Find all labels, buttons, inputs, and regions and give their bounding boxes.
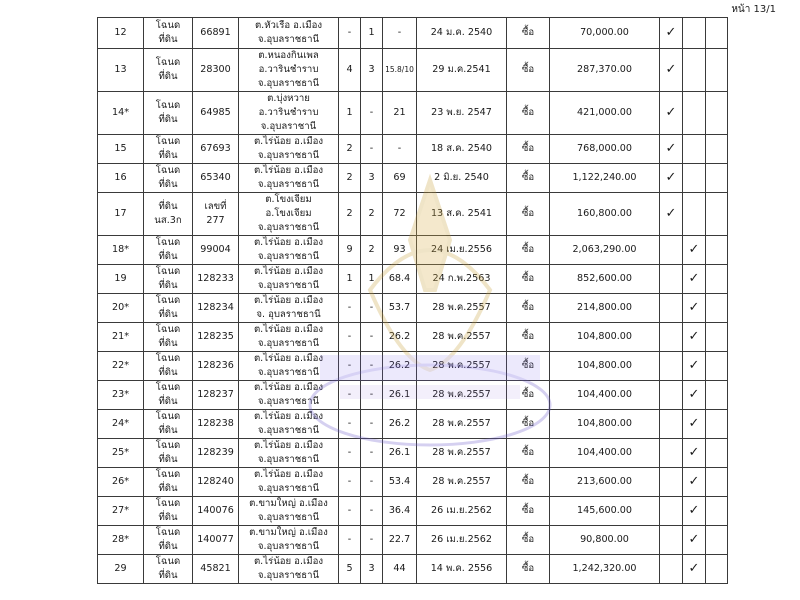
area-ngan-cell: 3 xyxy=(361,555,383,584)
empty-col xyxy=(706,193,728,236)
area-rai-cell: - xyxy=(339,352,361,381)
check-col-2 xyxy=(683,135,706,164)
area-ngan-cell: 1 xyxy=(361,265,383,294)
area-wa-cell: 36.4 xyxy=(383,497,417,526)
acquired-date-cell: 26 เม.ย.2562 xyxy=(417,497,507,526)
area-wa-cell: 21 xyxy=(383,92,417,135)
empty-col xyxy=(706,497,728,526)
deed-number-cell: 67693 xyxy=(193,135,239,164)
row-number-cell: 20* xyxy=(98,294,144,323)
area-rai-cell: 9 xyxy=(339,236,361,265)
check-col-1 xyxy=(660,526,683,555)
document-type-cell: โฉนด ที่ดิน xyxy=(144,135,193,164)
area-ngan-cell: - xyxy=(361,92,383,135)
deed-number-cell: 128234 xyxy=(193,294,239,323)
price-cell: 70,000.00 xyxy=(550,18,660,49)
document-type-cell: โฉนด ที่ดิน xyxy=(144,18,193,49)
acquisition-method-cell: ซื้อ xyxy=(507,381,550,410)
check-col-2 xyxy=(683,164,706,193)
empty-col xyxy=(706,294,728,323)
document-type-cell: โฉนด ที่ดิน xyxy=(144,352,193,381)
check-col-2 xyxy=(683,18,706,49)
area-ngan-cell: - xyxy=(361,323,383,352)
table-row xyxy=(98,555,728,584)
row-number-cell: 25* xyxy=(98,439,144,468)
check-col-2: ✓ xyxy=(683,555,706,584)
empty-col xyxy=(706,352,728,381)
location-cell: ต.หัวเรือ อ.เมือง จ.อุบลราชธานี xyxy=(239,18,339,49)
deed-number-cell: 140077 xyxy=(193,526,239,555)
area-rai-cell: 5 xyxy=(339,555,361,584)
area-rai-cell: - xyxy=(339,18,361,49)
acquired-date-cell: 13 ส.ค. 2541 xyxy=(417,193,507,236)
area-ngan-cell: - xyxy=(361,497,383,526)
land-asset-table xyxy=(97,17,728,584)
location-cell: ต.ไร่น้อย อ.เมือง จ.อุบลราชธานี xyxy=(239,555,339,584)
check-col-1 xyxy=(660,236,683,265)
location-cell: ต.ไร่น้อย อ.เมือง จ.อุบลราชธานี xyxy=(239,164,339,193)
area-wa-cell: 93 xyxy=(383,236,417,265)
table-row xyxy=(98,323,728,352)
area-wa-cell: 26.2 xyxy=(383,410,417,439)
area-rai-cell: - xyxy=(339,526,361,555)
acquisition-method-cell: ซื้อ xyxy=(507,352,550,381)
area-rai-cell: - xyxy=(339,294,361,323)
location-cell: ต.ไร่น้อย อ.เมือง จ.อุบลราชธานี xyxy=(239,381,339,410)
deed-number-cell: 65340 xyxy=(193,164,239,193)
area-rai-cell: - xyxy=(339,410,361,439)
acquisition-method-cell: ซื้อ xyxy=(507,193,550,236)
price-cell: 213,600.00 xyxy=(550,468,660,497)
row-number-cell: 17 xyxy=(98,193,144,236)
acquisition-method-cell: ซื้อ xyxy=(507,18,550,49)
row-number-cell: 12 xyxy=(98,18,144,49)
table-row xyxy=(98,410,728,439)
check-col-1: ✓ xyxy=(660,135,683,164)
price-cell: 1,122,240.00 xyxy=(550,164,660,193)
check-col-2: ✓ xyxy=(683,439,706,468)
area-rai-cell: 1 xyxy=(339,92,361,135)
table-row xyxy=(98,468,728,497)
area-rai-cell: - xyxy=(339,439,361,468)
price-cell: 852,600.00 xyxy=(550,265,660,294)
location-cell: ต.ไร่น้อย อ.เมือง จ.อุบลราชธานี xyxy=(239,135,339,164)
table-row xyxy=(98,49,728,92)
price-cell: 214,800.00 xyxy=(550,294,660,323)
area-wa-cell: 22.7 xyxy=(383,526,417,555)
acquired-date-cell: 24 ก.พ.2563 xyxy=(417,265,507,294)
document-type-cell: โฉนด ที่ดิน xyxy=(144,468,193,497)
acquisition-method-cell: ซื้อ xyxy=(507,236,550,265)
location-cell: ต.ขามใหญ่ อ.เมือง จ.อุบลราชธานี xyxy=(239,497,339,526)
location-cell: ต.ไร่น้อย อ.เมือง จ.อุบลราชธานี xyxy=(239,468,339,497)
check-col-1 xyxy=(660,381,683,410)
area-ngan-cell: 3 xyxy=(361,49,383,92)
area-wa-cell: 15.8/10 xyxy=(383,49,417,92)
check-col-1 xyxy=(660,323,683,352)
acquired-date-cell: 24 เม.ย.2556 xyxy=(417,236,507,265)
area-ngan-cell: 1 xyxy=(361,18,383,49)
row-number-cell: 13 xyxy=(98,49,144,92)
location-cell: ต.ไร่น้อย อ.เมือง จ.อุบลราชธานี xyxy=(239,352,339,381)
document-type-cell: โฉนด ที่ดิน xyxy=(144,497,193,526)
empty-col xyxy=(706,555,728,584)
document-type-cell: โฉนด ที่ดิน xyxy=(144,439,193,468)
price-cell: 160,800.00 xyxy=(550,193,660,236)
acquisition-method-cell: ซื้อ xyxy=(507,410,550,439)
row-number-cell: 23* xyxy=(98,381,144,410)
table-row xyxy=(98,135,728,164)
document-type-cell: ที่ดิน นส.3ก xyxy=(144,193,193,236)
area-wa-cell: 69 xyxy=(383,164,417,193)
area-rai-cell: 1 xyxy=(339,265,361,294)
check-col-2: ✓ xyxy=(683,410,706,439)
area-ngan-cell: - xyxy=(361,294,383,323)
check-col-2: ✓ xyxy=(683,381,706,410)
acquisition-method-cell: ซื้อ xyxy=(507,294,550,323)
area-ngan-cell: - xyxy=(361,352,383,381)
check-col-2: ✓ xyxy=(683,265,706,294)
area-rai-cell: - xyxy=(339,381,361,410)
acquisition-method-cell: ซื้อ xyxy=(507,323,550,352)
table-row xyxy=(98,193,728,236)
location-cell: ต.ไร่น้อย อ.เมือง จ.อุบลราชธานี xyxy=(239,323,339,352)
row-number-cell: 26* xyxy=(98,468,144,497)
check-col-2: ✓ xyxy=(683,526,706,555)
deed-number-cell: 128238 xyxy=(193,410,239,439)
row-number-cell: 27* xyxy=(98,497,144,526)
deed-number-cell: 128235 xyxy=(193,323,239,352)
price-cell: 768,000.00 xyxy=(550,135,660,164)
deed-number-cell: 45821 xyxy=(193,555,239,584)
row-number-cell: 29 xyxy=(98,555,144,584)
acquired-date-cell: 28 พ.ค.2557 xyxy=(417,294,507,323)
check-col-1 xyxy=(660,410,683,439)
area-ngan-cell: - xyxy=(361,468,383,497)
area-wa-cell: - xyxy=(383,135,417,164)
price-cell: 90,800.00 xyxy=(550,526,660,555)
acquired-date-cell: 28 พ.ค.2557 xyxy=(417,352,507,381)
document-type-cell: โฉนด ที่ดิน xyxy=(144,236,193,265)
area-ngan-cell: - xyxy=(361,135,383,164)
area-ngan-cell: - xyxy=(361,381,383,410)
acquired-date-cell: 26 เม.ย.2562 xyxy=(417,526,507,555)
check-col-1 xyxy=(660,497,683,526)
page-number: หน้า 13/1 xyxy=(731,4,776,15)
location-cell: ต.ขามใหญ่ อ.เมือง จ.อุบลราชธานี xyxy=(239,526,339,555)
location-cell: ต.ไร่น้อย อ.เมือง จ. อุบลราชธานี xyxy=(239,294,339,323)
acquisition-method-cell: ซื้อ xyxy=(507,49,550,92)
area-rai-cell: 2 xyxy=(339,135,361,164)
acquired-date-cell: 28 พ.ค.2557 xyxy=(417,468,507,497)
price-cell: 104,800.00 xyxy=(550,352,660,381)
table-row xyxy=(98,164,728,193)
check-col-1: ✓ xyxy=(660,49,683,92)
acquisition-method-cell: ซื้อ xyxy=(507,439,550,468)
document-type-cell: โฉนด ที่ดิน xyxy=(144,526,193,555)
price-cell: 104,400.00 xyxy=(550,439,660,468)
area-wa-cell: - xyxy=(383,18,417,49)
check-col-1: ✓ xyxy=(660,193,683,236)
deed-number-cell: 99004 xyxy=(193,236,239,265)
empty-col xyxy=(706,92,728,135)
document-type-cell: โฉนด ที่ดิน xyxy=(144,265,193,294)
document-type-cell: โฉนด ที่ดิน xyxy=(144,323,193,352)
check-col-1 xyxy=(660,265,683,294)
row-number-cell: 21* xyxy=(98,323,144,352)
row-number-cell: 16 xyxy=(98,164,144,193)
empty-col xyxy=(706,135,728,164)
table-row xyxy=(98,381,728,410)
acquisition-method-cell: ซื้อ xyxy=(507,135,550,164)
table-row xyxy=(98,294,728,323)
area-wa-cell: 72 xyxy=(383,193,417,236)
area-rai-cell: 2 xyxy=(339,164,361,193)
price-cell: 1,242,320.00 xyxy=(550,555,660,584)
check-col-2: ✓ xyxy=(683,497,706,526)
check-col-1 xyxy=(660,555,683,584)
acquisition-method-cell: ซื้อ xyxy=(507,92,550,135)
document-type-cell: โฉนด ที่ดิน xyxy=(144,49,193,92)
area-wa-cell: 44 xyxy=(383,555,417,584)
area-ngan-cell: - xyxy=(361,410,383,439)
location-cell: ต.ไร่น้อย อ.เมือง จ.อุบลราชธานี xyxy=(239,439,339,468)
deed-number-cell: 128239 xyxy=(193,439,239,468)
empty-col xyxy=(706,410,728,439)
location-cell: ต.ไร่น้อย อ.เมือง จ.อุบลราชธานี xyxy=(239,410,339,439)
location-cell: ต.หนองกินเพล อ.วารินชำราบ จ.อุบลราชธานี xyxy=(239,49,339,92)
empty-col xyxy=(706,265,728,294)
area-rai-cell: - xyxy=(339,323,361,352)
acquisition-method-cell: ซื้อ xyxy=(507,164,550,193)
check-col-1: ✓ xyxy=(660,164,683,193)
area-ngan-cell: 2 xyxy=(361,236,383,265)
check-col-2 xyxy=(683,92,706,135)
price-cell: 104,400.00 xyxy=(550,381,660,410)
empty-col xyxy=(706,381,728,410)
check-col-1 xyxy=(660,352,683,381)
acquired-date-cell: 23 พ.ย. 2547 xyxy=(417,92,507,135)
table-row xyxy=(98,497,728,526)
document-type-cell: โฉนด ที่ดิน xyxy=(144,555,193,584)
document-type-cell: โฉนด ที่ดิน xyxy=(144,164,193,193)
check-col-2: ✓ xyxy=(683,236,706,265)
check-col-2 xyxy=(683,193,706,236)
empty-col xyxy=(706,323,728,352)
area-wa-cell: 26.1 xyxy=(383,381,417,410)
acquisition-method-cell: ซื้อ xyxy=(507,497,550,526)
price-cell: 421,000.00 xyxy=(550,92,660,135)
row-number-cell: 24* xyxy=(98,410,144,439)
acquired-date-cell: 29 ม.ค.2541 xyxy=(417,49,507,92)
check-col-2: ✓ xyxy=(683,323,706,352)
table-row xyxy=(98,18,728,49)
empty-col xyxy=(706,164,728,193)
deed-number-cell: 128240 xyxy=(193,468,239,497)
row-number-cell: 14* xyxy=(98,92,144,135)
acquired-date-cell: 14 พ.ค. 2556 xyxy=(417,555,507,584)
empty-col xyxy=(706,468,728,497)
deed-number-cell: 128236 xyxy=(193,352,239,381)
table-row xyxy=(98,265,728,294)
document-type-cell: โฉนด ที่ดิน xyxy=(144,294,193,323)
deed-number-cell: 66891 xyxy=(193,18,239,49)
table-row xyxy=(98,236,728,265)
area-ngan-cell: - xyxy=(361,526,383,555)
acquisition-method-cell: ซื้อ xyxy=(507,468,550,497)
table-row xyxy=(98,526,728,555)
location-cell: ต.บุ่งหวาย อ.วารินชำราบ จ.อุบลราชานี xyxy=(239,92,339,135)
price-cell: 104,800.00 xyxy=(550,410,660,439)
document-type-cell: โฉนด ที่ดิน xyxy=(144,410,193,439)
acquisition-method-cell: ซื้อ xyxy=(507,526,550,555)
acquired-date-cell: 18 ส.ค. 2540 xyxy=(417,135,507,164)
deed-number-cell: 128233 xyxy=(193,265,239,294)
area-rai-cell: 4 xyxy=(339,49,361,92)
area-wa-cell: 26.1 xyxy=(383,439,417,468)
deed-number-cell: เลขที่ 277 xyxy=(193,193,239,236)
empty-col xyxy=(706,526,728,555)
location-cell: ต.โขงเจียม อ.โขงเจียม จ.อุบลราชธานี xyxy=(239,193,339,236)
area-wa-cell: 26.2 xyxy=(383,323,417,352)
table-row xyxy=(98,439,728,468)
acquisition-method-cell: ซื้อ xyxy=(507,265,550,294)
price-cell: 145,600.00 xyxy=(550,497,660,526)
area-wa-cell: 53.7 xyxy=(383,294,417,323)
price-cell: 287,370.00 xyxy=(550,49,660,92)
check-col-2: ✓ xyxy=(683,294,706,323)
area-rai-cell: 2 xyxy=(339,193,361,236)
check-col-1: ✓ xyxy=(660,92,683,135)
acquired-date-cell: 2 มิ.ย. 2540 xyxy=(417,164,507,193)
table-row xyxy=(98,92,728,135)
location-cell: ต.ไร่น้อย อ.เมือง จ.อุบลราชธานี xyxy=(239,265,339,294)
deed-number-cell: 64985 xyxy=(193,92,239,135)
row-number-cell: 15 xyxy=(98,135,144,164)
row-number-cell: 18* xyxy=(98,236,144,265)
empty-col xyxy=(706,236,728,265)
acquisition-method-cell: ซื้อ xyxy=(507,555,550,584)
empty-col xyxy=(706,49,728,92)
area-ngan-cell: 2 xyxy=(361,193,383,236)
acquired-date-cell: 28 พ.ค.2557 xyxy=(417,410,507,439)
area-wa-cell: 53.4 xyxy=(383,468,417,497)
price-cell: 2,063,290.00 xyxy=(550,236,660,265)
deed-number-cell: 140076 xyxy=(193,497,239,526)
area-wa-cell: 68.4 xyxy=(383,265,417,294)
document-type-cell: โฉนด ที่ดิน xyxy=(144,92,193,135)
acquired-date-cell: 28 พ.ค.2557 xyxy=(417,323,507,352)
area-wa-cell: 26.2 xyxy=(383,352,417,381)
area-rai-cell: - xyxy=(339,497,361,526)
row-number-cell: 22* xyxy=(98,352,144,381)
acquired-date-cell: 28 พ.ค.2557 xyxy=(417,439,507,468)
check-col-1 xyxy=(660,439,683,468)
document-type-cell: โฉนด ที่ดิน xyxy=(144,381,193,410)
check-col-2: ✓ xyxy=(683,352,706,381)
check-col-1: ✓ xyxy=(660,18,683,49)
empty-col xyxy=(706,18,728,49)
check-col-1 xyxy=(660,468,683,497)
deed-number-cell: 28300 xyxy=(193,49,239,92)
area-rai-cell: - xyxy=(339,468,361,497)
row-number-cell: 28* xyxy=(98,526,144,555)
deed-number-cell: 128237 xyxy=(193,381,239,410)
location-cell: ต.ไร่น้อย อ.เมือง จ.อุบลราชธานี xyxy=(239,236,339,265)
check-col-2 xyxy=(683,49,706,92)
area-ngan-cell: 3 xyxy=(361,164,383,193)
table-row xyxy=(98,352,728,381)
check-col-1 xyxy=(660,294,683,323)
acquired-date-cell: 24 ม.ค. 2540 xyxy=(417,18,507,49)
price-cell: 104,800.00 xyxy=(550,323,660,352)
row-number-cell: 19 xyxy=(98,265,144,294)
check-col-2: ✓ xyxy=(683,468,706,497)
empty-col xyxy=(706,439,728,468)
acquired-date-cell: 28 พ.ค.2557 xyxy=(417,381,507,410)
area-ngan-cell: - xyxy=(361,439,383,468)
